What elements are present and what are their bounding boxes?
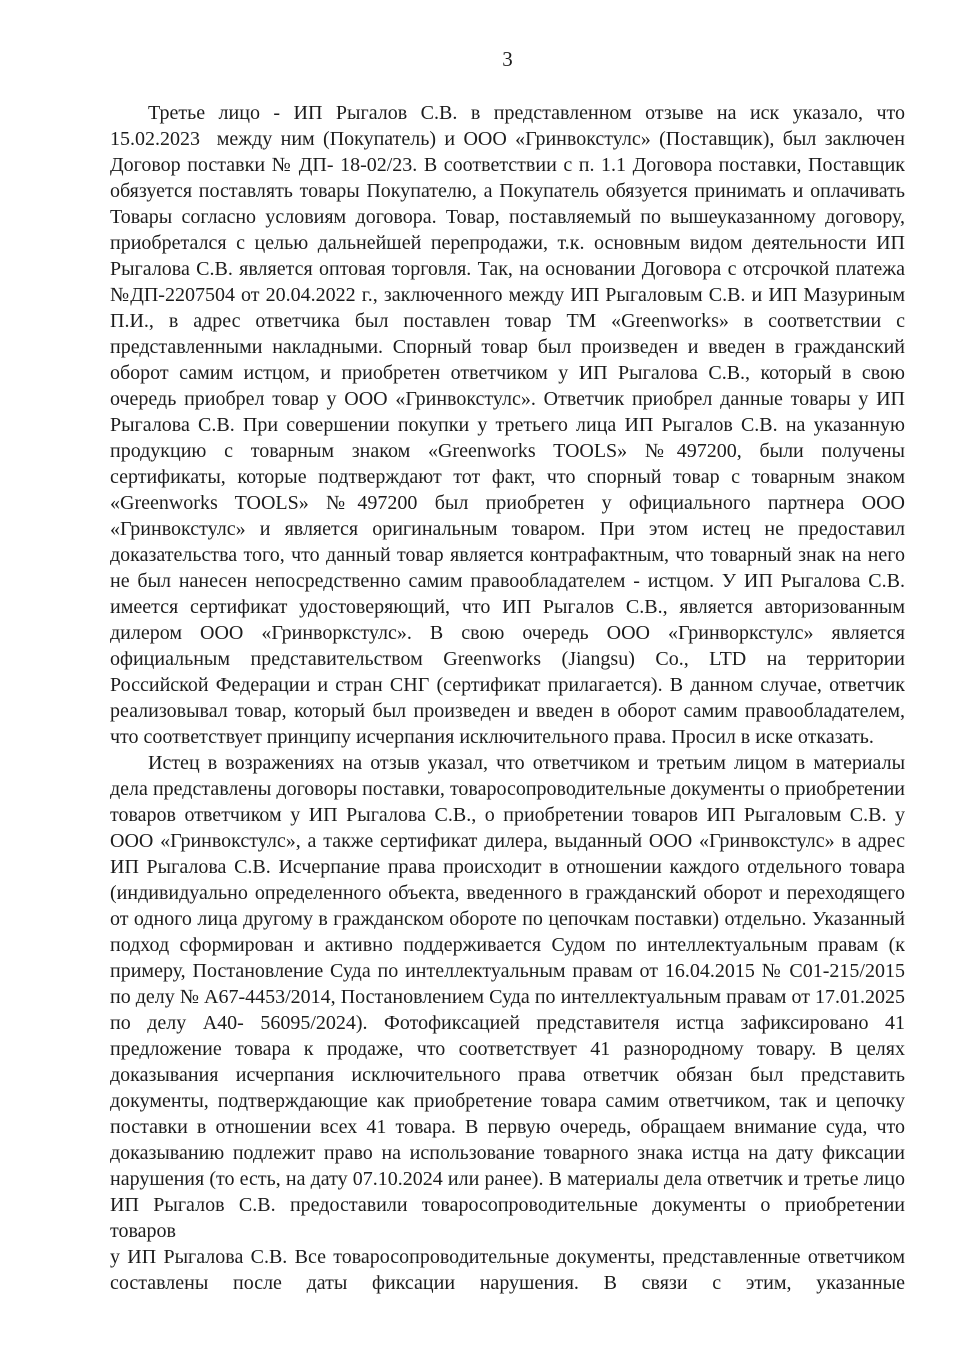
document-body: [110, 100, 905, 1296]
text-line: официальным представительством Greenworks (Jiangsu) Co., LTD на территории: [110, 648, 905, 670]
text-line: имеется сертификат удостоверяющий, что ИП Рыгалов С.В., является авторизованным: [110, 596, 905, 618]
paragraph-third-party-response: [110, 100, 905, 750]
text-line: «Greenworks TOOLS» №497200 был приобретен у официального партнера ООО: [110, 492, 905, 514]
text-line: доказывания исчерпания исключительного права ответчик обязан был представить: [110, 1064, 905, 1086]
text-line: у ИП Рыгалова С.В. Все товаросопроводительные документы, представленные ответчиком: [110, 1246, 905, 1268]
text-line: приобретался с целью дальнейшей перепродажи, т.к. основным видом деятельности ИП: [110, 232, 905, 254]
text-line: реализовывал товар, который был произведен и введен в оборот самим правообладателем,: [110, 700, 905, 722]
text-line: примеру, Постановление Суда по интеллектуальным правам от 16.04.2015 № С01-215/2015: [110, 960, 905, 982]
text-line: 15.02.2023 между ним (Покупатель) и ООО «Гринвокстулс» (Поставщик), был заключен: [110, 128, 905, 150]
text-line: предложение товара к продаже, что соответствует 41 разнородному товару. В целях: [110, 1038, 905, 1060]
text-line: нарушения (то есть, на дату 07.10.2024 или ранее). В материалы дела ответчик и третье лицо: [110, 1168, 905, 1190]
text-line: дела представлены договоры поставки, товаросопроводительные документы о приобретении: [110, 778, 905, 800]
text-line: Рыгалова С.В. является оптовая торговля. Так, на основании Договора с отсрочкой платежа: [110, 258, 905, 280]
text-line: товаров ответчиком у ИП Рыгалова С.В., о приобретении товаров ИП Рыгаловым С.В. у: [110, 804, 905, 826]
paragraph-plaintiff-objections: [110, 750, 905, 1296]
text-line: доказыванию подлежит право на использование товарного знака истца на дату фиксации: [110, 1142, 905, 1164]
text-line: доказательства того, что данный товар является контрафактным, что товарный знак на него: [110, 544, 905, 566]
text-line: составлены после даты фиксации нарушения. В связи с этим, указанные: [110, 1272, 905, 1294]
text-line: Третье лицо - ИП Рыгалов С.В. в представленном отзыве на иск указало, что: [148, 102, 905, 124]
text-line: от одного лица другому в гражданском обороте по цепочкам поставки) отдельно. Указанный: [110, 908, 905, 930]
text-line: Товары согласно условиям договора. Товар, поставляемый по вышеуказанному договору,: [110, 206, 905, 228]
text-line: Истец в возражениях на отзыв указал, что ответчиком и третьим лицом в материалы: [148, 752, 905, 774]
text-line: «Гринвокстулс» и является оригинальным товаром. При этом истец не предоставил: [110, 518, 905, 540]
text-line: Российской Федерации и стран СНГ (сертификат прилагается). В данном случае, ответчик: [110, 674, 905, 696]
text-line: №ДП-2207504 от 20.04.2022 г., заключенного между ИП Рыгаловым С.В. и ИП Мазуриным: [110, 284, 905, 306]
text-line: Рыгалова С.В. При совершении покупки у третьего лица ИП Рыгалов С.В. на указанную: [110, 414, 905, 436]
text-line: по делу А40- 56095/2024). Фотофиксацией представителя истца зафиксировано 41: [110, 1012, 905, 1034]
text-line: не был нанесен непосредственно самим правообладателем - истцом. У ИП Рыгалова С.В.: [110, 570, 905, 592]
text-line: П.И., в адрес ответчика был поставлен товар ТМ «Greenworks» в соответствии с: [110, 310, 905, 332]
text-line: Договор поставки № ДП- 18-02/23. В соответствии с п. 1.1 Договора поставки, Поставщик: [110, 154, 905, 176]
text-line: оборот самим истцом, и приобретен ответчиком у ИП Рыгалова С.В., который в свою: [110, 362, 905, 384]
page-number: 3: [502, 47, 513, 71]
text-line: документы, подтверждающие как приобретение товара самим ответчиком, так и цепочку: [110, 1090, 905, 1112]
text-line: очередь приобрел товар у ООО «Гринвокстулс». Ответчик приобрел данные товары у ИП: [110, 388, 905, 410]
text-line: ИП Рыгалова С.В. Исчерпание права происходит в отношении каждого отдельного товара: [110, 856, 905, 878]
text-line: сертификаты, которые подтверждают тот факт, что спорный товар с товарным знаком: [110, 466, 905, 488]
text-line: дилером ООО «Гринворкстулс». В свою очередь ООО «Гринворкстулс» является: [110, 622, 905, 644]
text-line: ИП Рыгалов С.В. предоставили товаросопроводительные документы о приобретении товаров: [110, 1194, 905, 1242]
text-line: поставки в отношении всех 41 товара. В первую очередь, обращаем внимание суда, что: [110, 1116, 905, 1138]
text-line: обязуется поставлять товары Покупателю, а Покупатель обязуется принимать и оплачивать: [110, 180, 905, 202]
text-line: представленными накладными. Спорный товар был произведен и введен в гражданский: [110, 336, 905, 358]
text-line: по делу № А67-4453/2014, Постановлением Суда по интеллектуальным правам от 17.01.2025: [110, 986, 905, 1008]
text-line: подход сформирован и активно поддерживается Судом по интеллектуальным правам (к: [110, 934, 905, 956]
text-line: продукцию с товарным знаком «Greenworks TOOLS» №497200, были получены: [110, 440, 905, 462]
text-line: что соответствует принципу исчерпания исключительного права. Просил в иске отказать.: [110, 726, 874, 748]
text-line: ООО «Гринвокстулс», а также сертификат дилера, выданный ООО «Гринвокстулс» в адрес: [110, 830, 905, 852]
text-line: (индивидуально определенного объекта, введенного в гражданский оборот и переходящего: [110, 882, 905, 904]
